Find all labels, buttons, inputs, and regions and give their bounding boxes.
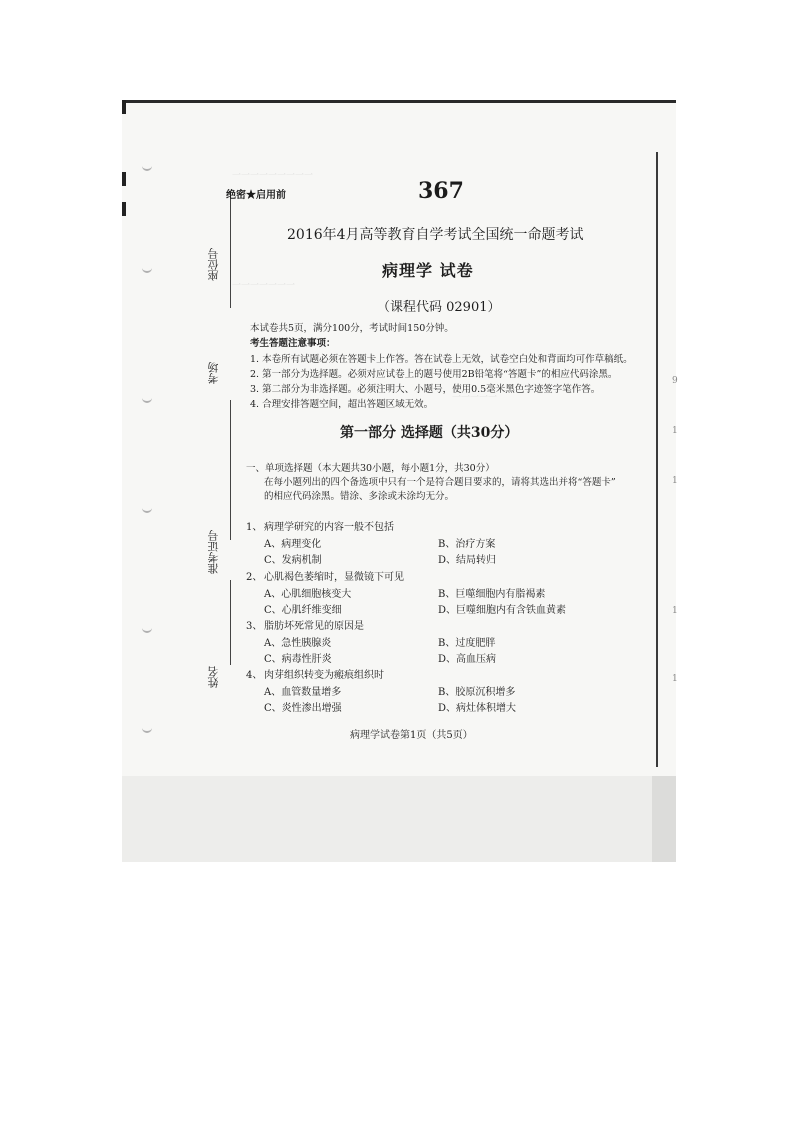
option-c: C、心肌纤维变细 [264,605,342,616]
question-number: 3、 [246,621,263,632]
option-b: B、巨噬细胞内有脂褐素 [438,589,546,600]
notes-title: 考生答题注意事项： [250,338,336,349]
option-b: B、过度肥胖 [438,638,496,649]
subject-title: 病理学 试卷 [382,261,474,280]
course-code: （课程代码 02901） [377,300,501,315]
option-d: D、结局转归 [438,555,497,566]
side-label-room: 考场 [207,362,220,384]
question-number: 2、 [246,572,263,583]
note-item: 4. 合理安排答题空间，超出答题区域无效。 [250,399,434,410]
binding-hole-mark [142,396,152,403]
side-field-line [230,400,231,540]
bleed-through-text: 一一一一一一一一一 [232,171,314,181]
margin-number: 1 [672,426,678,436]
section-description: 的相应代码涂黑。错涂、多涂或未涂均无分。 [264,491,455,502]
option-a: A、急性胰腺炎 [264,638,332,649]
exam-title: 2016年4月高等教育自学考试全国统一命题考试 [287,227,584,243]
question-number: 4、 [246,670,263,681]
option-c: C、炎性渗出增强 [264,703,342,714]
option-d: D、病灶体积增大 [438,703,517,714]
question-stem: 肉芽组织转变为瘢痕组织时 [264,670,384,681]
option-c: C、病毒性肝炎 [264,654,332,665]
secret-label: 绝密★启用前 [226,190,286,201]
section-heading: 一、单项选择题（本大题共30小题，每小题1分，共30分） [246,463,495,474]
option-b: B、胶原沉积增多 [438,687,516,698]
page-footer: 病理学试卷第1页（共5页） [350,730,473,741]
exam-summary: 本试卷共5页，满分100分，考试时间150分钟。 [250,323,454,334]
bleed-through-text: 一一一一一 [452,393,498,403]
question-stem: 脂肪坏死常见的原因是 [264,621,364,632]
paper-code-number: 367 [418,178,464,204]
side-label-name: 姓名 [207,666,220,688]
binding-hole-mark [142,164,152,171]
scan-top-border [122,100,676,103]
option-c: C、发病机制 [264,555,322,566]
option-d: D、高血压病 [438,654,497,665]
margin-number: 1 [672,476,678,486]
margin-number: 1 [672,674,678,684]
option-a: A、心肌细胞核变大 [264,589,352,600]
binding-hole-mark [142,626,152,633]
margin-number: 1 [672,606,678,616]
option-a: A、血管数量增多 [264,687,342,698]
section-description: 在每小题列出的四个备选项中只有一个是符合题目要求的，请将其选出并将“答题卡” [264,477,616,488]
left-edge-mark [122,202,126,216]
option-d: D、巨噬细胞内有含铁血黄素 [438,605,567,616]
side-label-admission: 准考证号 [207,530,220,574]
scan-bottom-strip [122,776,676,862]
side-label-seat: 座位号 [207,248,220,281]
scan-bottom-corner [652,776,676,862]
bleed-through-text: 一一一一一一一 [232,281,296,291]
right-margin-line [656,152,658,767]
binding-hole-mark [142,266,152,273]
note-item: 2. 第一部分为选择题。必须对应试卷上的题号使用2B铅笔将“答题卡”的相应代码涂黑。 [250,369,618,380]
part-one-title: 第一部分 选择题（共30分） [340,425,519,441]
question-stem: 病理学研究的内容一般不包括 [264,522,394,533]
left-edge-mark [122,100,126,114]
question-number: 1、 [246,522,263,533]
margin-number: 9 [672,376,678,386]
scanned-exam-page [122,100,676,862]
binding-hole-mark [142,506,152,513]
side-field-line [230,580,231,665]
note-item: 3. 第二部分为非选择题。必须注明大、小题号，使用0.5毫米黑色字迹签字笔作答。 [250,384,601,395]
binding-hole-mark [142,726,152,733]
question-stem: 心肌褐色萎缩时，显微镜下可见 [264,572,404,583]
left-edge-mark [122,172,126,186]
option-a: A、病理变化 [264,539,322,550]
option-b: B、治疗方案 [438,539,496,550]
note-item: 1. 本卷所有试题必须在答题卡上作答。答在试卷上无效，试卷空白处和背面均可作草稿纸。 [250,354,633,365]
side-field-line [230,198,231,308]
